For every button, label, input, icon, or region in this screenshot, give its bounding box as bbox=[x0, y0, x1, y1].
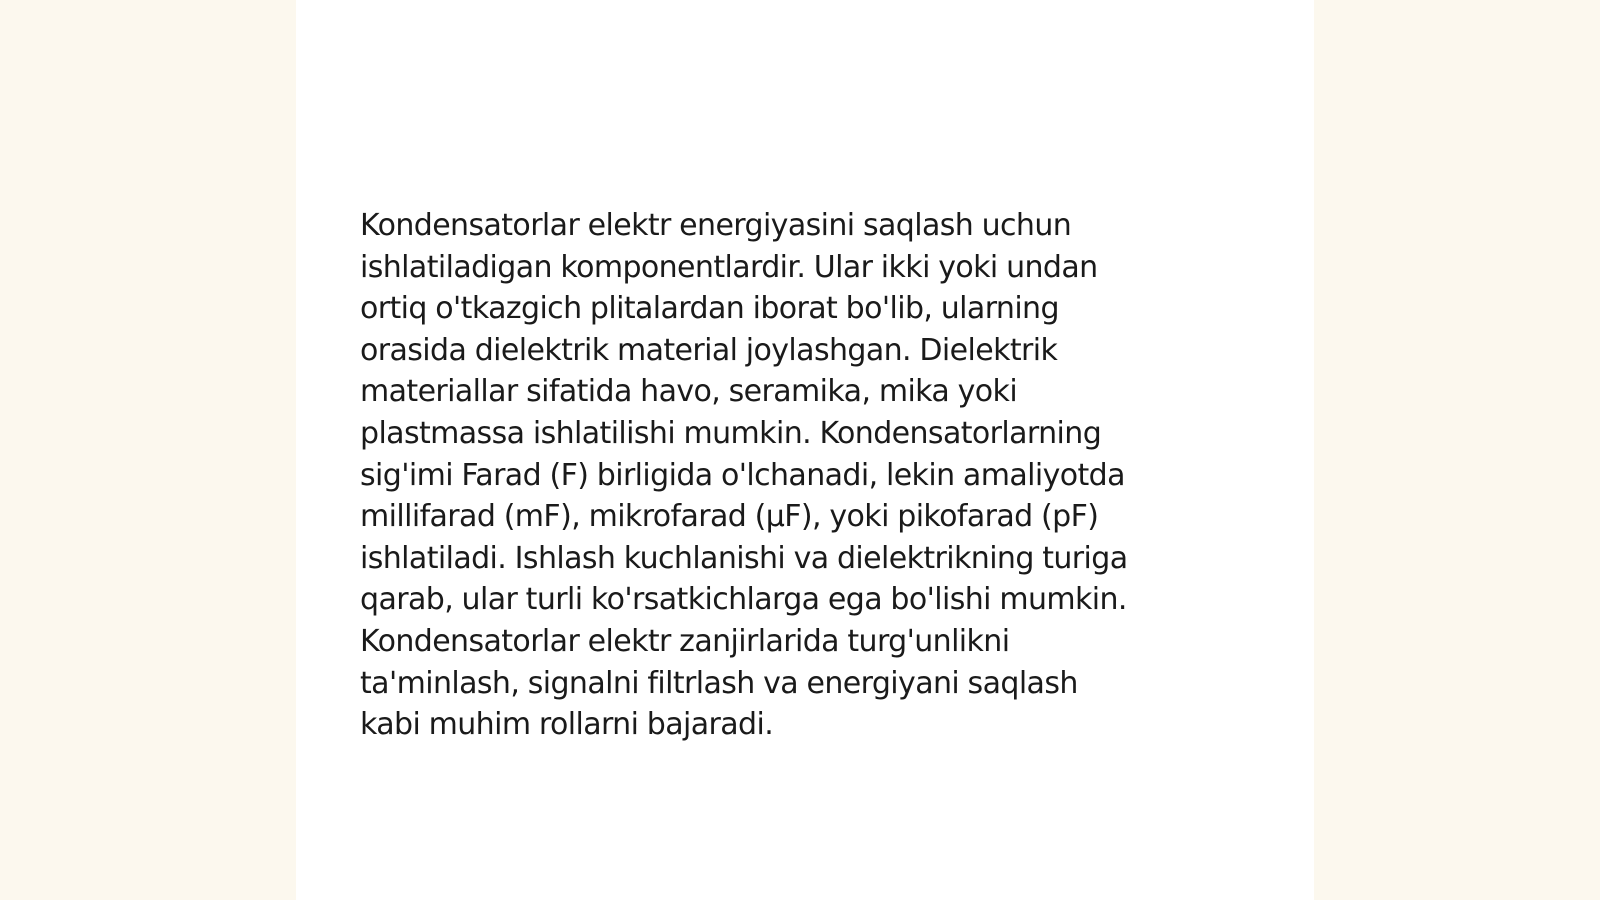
document-page bbox=[296, 0, 1314, 900]
paragraph-line: ta'minlash, signalni filtrlash va energiyani saqlash bbox=[360, 665, 1078, 701]
paragraph-line: millifarad (mF), mikrofarad (μF), yoki pikofarad (pF) bbox=[360, 499, 1099, 535]
paragraph-line: ishlatiladi. Ishlash kuchlanishi va dielektrikning turiga bbox=[360, 540, 1128, 576]
paragraph-line: materiallar sifatida havo, seramika, mika yoki bbox=[360, 374, 1018, 410]
paragraph-line: ortiq o'tkazgich plitalardan iborat bo'lib, ularning bbox=[360, 291, 1059, 327]
paragraph-line: Kondensatorlar elektr zanjirlarida turg'unlikni bbox=[360, 623, 1010, 659]
paragraph-line: plastmassa ishlatilishi mumkin. Kondensatorlarning bbox=[360, 415, 1102, 451]
paragraph-line: qarab, ular turli ko'rsatkichlarga ega bo'lishi mumkin. bbox=[360, 582, 1127, 618]
paragraph-line: orasida dielektrik material joylashgan. Dielektrik bbox=[360, 332, 1058, 368]
paragraph-line: kabi muhim rollarni bajaradi. bbox=[360, 707, 774, 743]
paragraph-line: sig'imi Farad (F) birligida o'lchanadi, lekin amaliyotda bbox=[360, 457, 1125, 493]
paragraph-line: ishlatiladigan komponentlardir. Ular ikki yoki undan bbox=[360, 249, 1098, 285]
paragraph-line: Kondensatorlar elektr energiyasini saqlash uchun bbox=[360, 208, 1072, 243]
body-paragraph bbox=[360, 205, 1260, 746]
